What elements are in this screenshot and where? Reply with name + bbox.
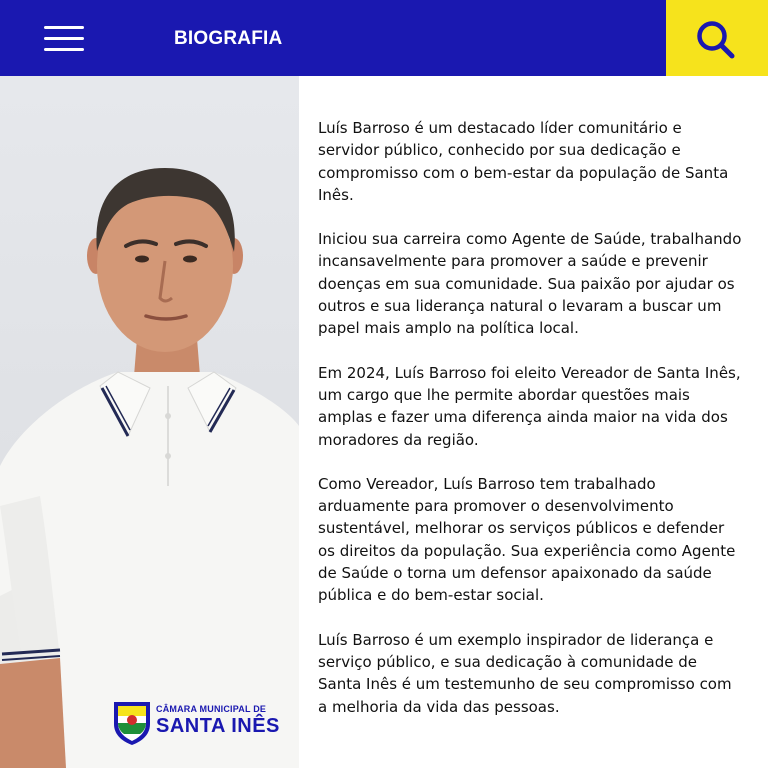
bio-paragraph: Em 2024, Luís Barroso foi eleito Vereador de Santa Inês, um cargo que lhe permite abordar questões mais amplas e fazer uma diferença ainda maior na vida dos moradores da região. [318, 363, 741, 449]
logo-text-line2: SANTA INÊS [156, 715, 280, 737]
search-button[interactable] [666, 0, 768, 76]
search-icon [694, 18, 738, 62]
bio-paragraph: Como Vereador, Luís Barroso tem trabalhado arduamente para promover o desenvolvimento sustentável, melhorar os serviços públicos e defender os direitos da população. Sua experiência como Agente de Saúde o torna um defensor apaixonado da saúde pública e do bem-estar social. [318, 474, 736, 605]
bio-paragraph: Luís Barroso é um exemplo inspirador de liderança e serviço público, e sua dedicação à comunidade de Santa Inês é um testemunho de seu compromisso com a melhoria da vida das pessoas. [318, 630, 732, 716]
chamber-logo [110, 698, 280, 746]
hamburger-menu-icon[interactable] [44, 24, 84, 54]
bio-paragraph: Iniciou sua carreira como Agente de Saúde, trabalhando incansavelmente para promover a saúde e prevenir doenças em sua comunidade. Sua paixão por ajudar os outros e sua liderança natural o levaram a buscar um papel mais amplo na política local. [318, 230, 742, 338]
biography-text [318, 117, 743, 740]
logo-text-line1: CÂMARA MUNICIPAL DE [156, 704, 267, 714]
coat-of-arms-icon [110, 698, 154, 746]
header-bar [0, 0, 666, 76]
bio-paragraph: Luís Barroso é um destacado líder comunitário e servidor público, conhecido por sua dedicação e compromisso com o bem-estar da população de Santa Inês. [318, 119, 729, 204]
councilman-portrait [0, 76, 299, 768]
page-title: BIOGRAFIA [174, 28, 283, 49]
